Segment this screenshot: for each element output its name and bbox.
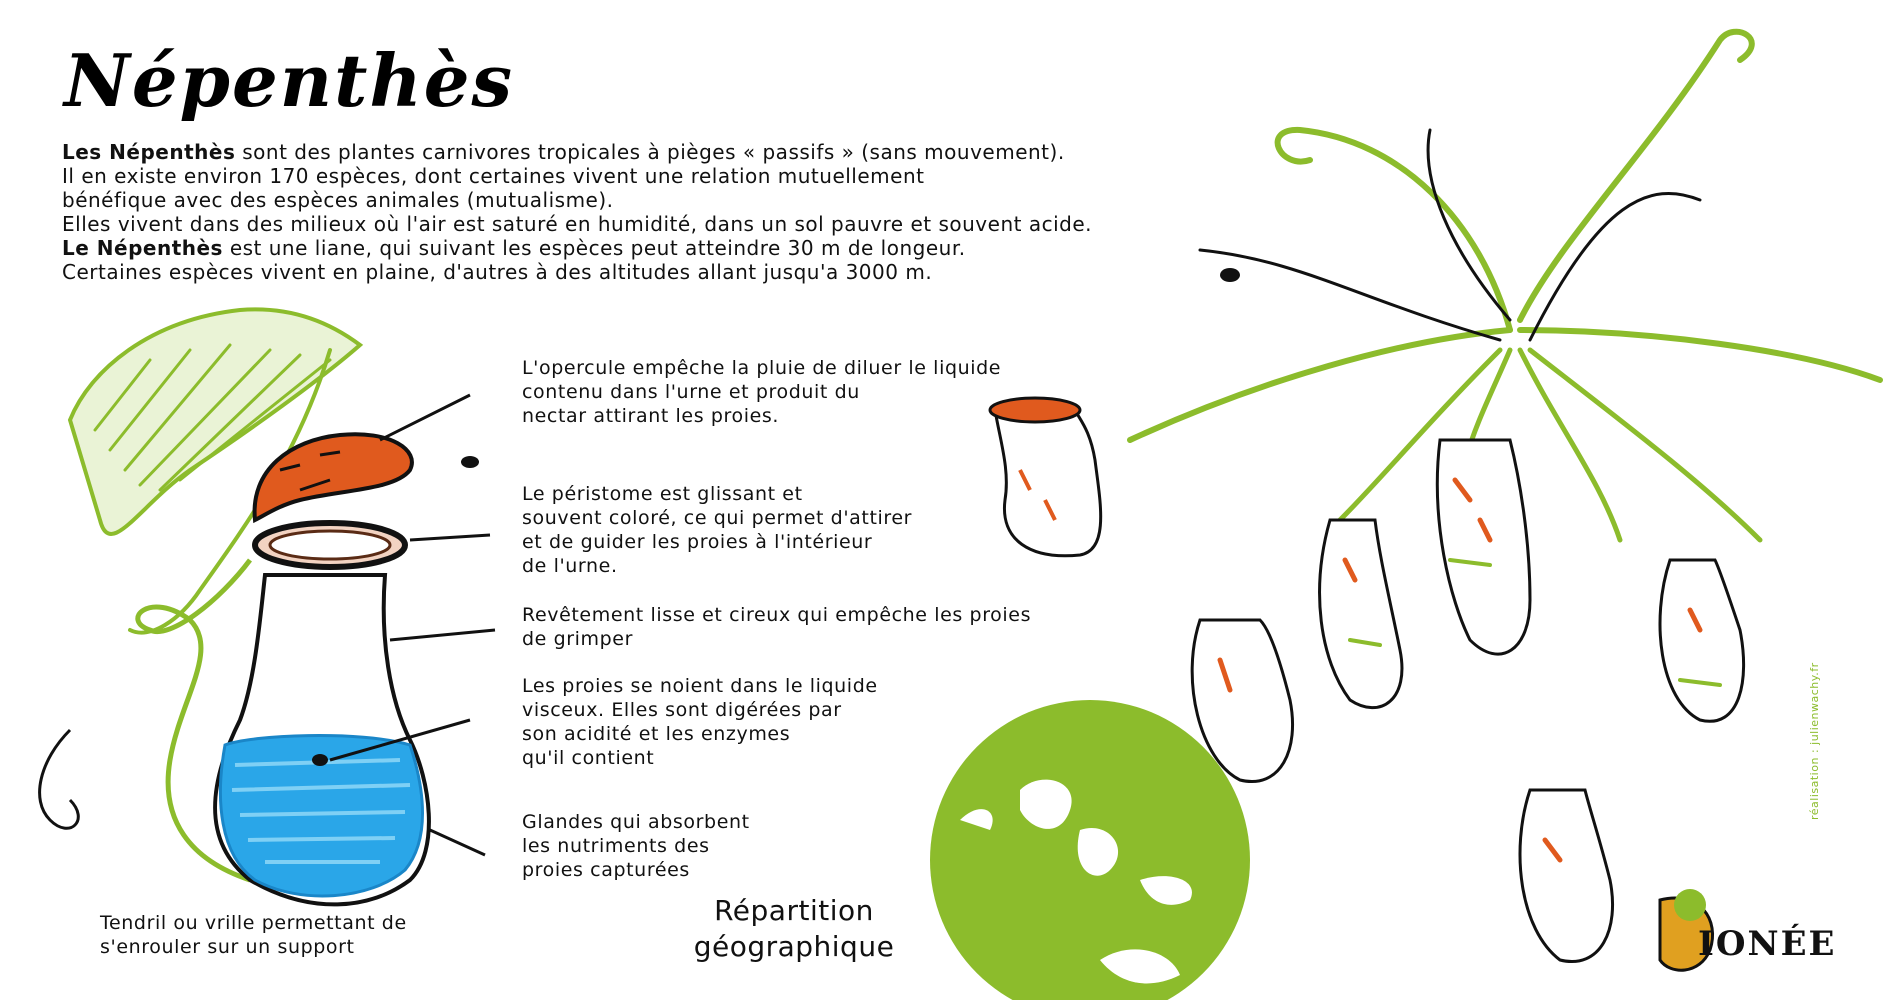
intro-line-5-text: est une liane, qui suivant les espèces peut atteindre 30 m de longeur.: [222, 236, 966, 260]
intro-line-3: bénéfique avec des espèces animales (mutualisme).: [62, 188, 614, 212]
geographic-distribution-label: Répartition géographique: [693, 894, 895, 963]
page-title: Népenthès: [64, 38, 515, 123]
note-peristome: Le péristome est glissant et souvent coloré, ce qui permet d'attirer et de guider les proies à l'intérieur de l'urne.: [522, 483, 913, 577]
pitcher-urn-illustration: [215, 395, 495, 904]
intro-line-1: [62, 140, 1292, 164]
note-tendril: Tendril ou vrille permettant de s'enrouler sur un support: [100, 912, 407, 958]
intro-line-1-bold: Les Népenthès: [62, 140, 236, 164]
intro-line-6: Certaines espèces vivent en plaine, d'autres à des altitudes allant jusqu'a 3000 m.: [62, 260, 933, 284]
note-operculum: L'opercule empêche la pluie de diluer le liquide contenu dans l'urne et produit du nectar attirant les proies.: [522, 357, 1002, 427]
intro-line-4: Elles vivent dans des milieux où l'air est saturé en humidité, dans un sol pauvre et souvent acide.: [62, 212, 1092, 236]
intro-line-5-bold: Le Népenthès: [62, 236, 223, 260]
intro-line-1-text: sont des plantes carnivores tropicales à pièges « passifs » (sans mouvement).: [235, 140, 1065, 164]
intro-paragraph: [62, 140, 1292, 284]
note-digestive-liquid: Les proies se noient dans le liquide visceux. Elles sont digérées par son acidité et les enzymes qu'il contient: [522, 675, 878, 769]
dionee-logo-text: IONÉE: [1698, 924, 1837, 964]
intro-line-5: [62, 236, 1292, 260]
credit-text: réalisation : julienwachy.fr: [1808, 662, 1821, 820]
note-glands: Glandes qui absorbent les nutriments des proies capturées: [522, 811, 750, 881]
note-wax-coating: Revêtement lisse et cireux qui empêche les proies de grimper: [522, 604, 1032, 650]
intro-line-2: Il en existe environ 170 espèces, dont certaines vivent une relation mutuellement: [62, 164, 925, 188]
